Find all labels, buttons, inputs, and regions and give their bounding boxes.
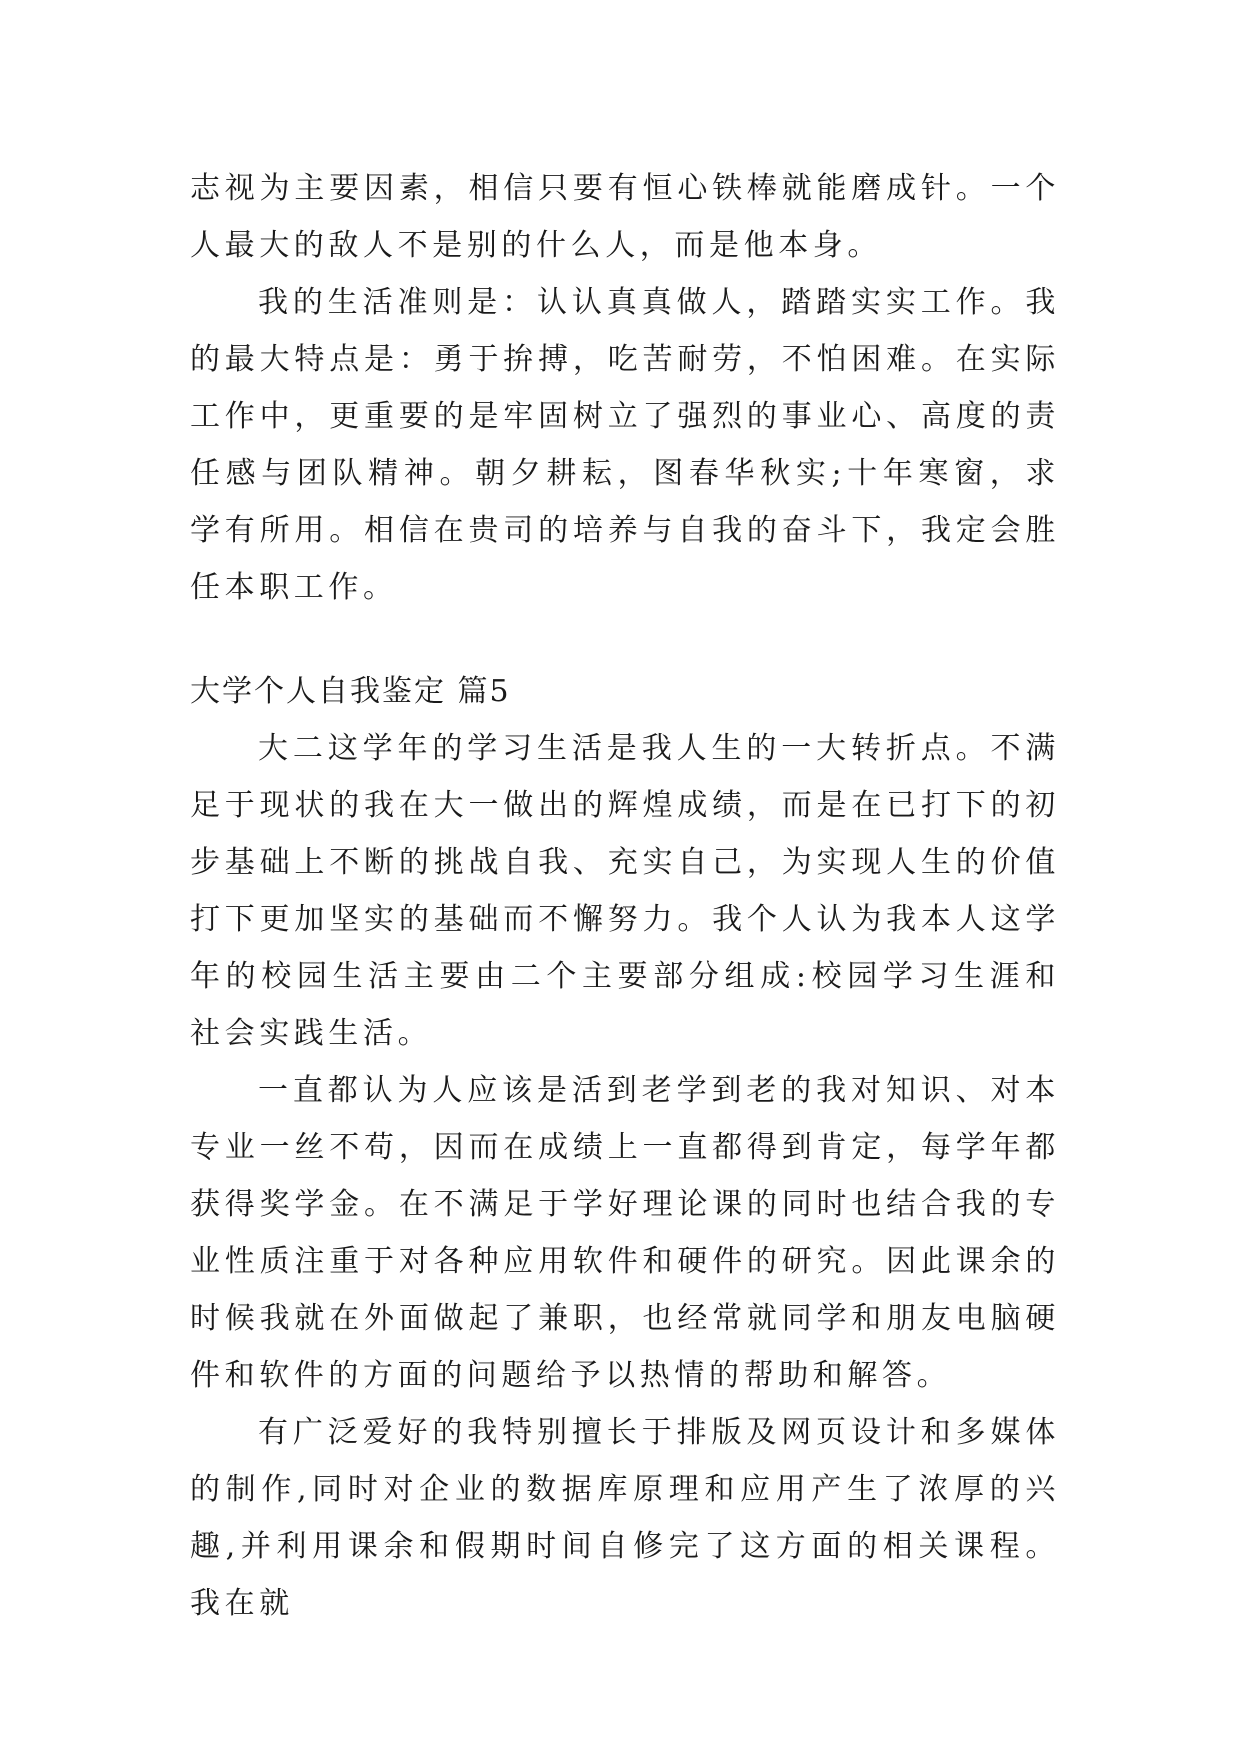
paragraph-continued: 志视为主要因素，相信只要有恒心铁棒就能磨成针。一个人最大的敌人不是别的什么人，而是他本身。 [190,171,1060,263]
paragraph-hobbies: 有广泛爱好的我特别擅长于排版及网页设计和多媒体的制作,同时对企业的数据库原理和应用产生了浓厚的兴趣,并利用课余和假期时间自修完了这方面的相关课程。我在就 [190,1415,1060,1621]
paragraph-lifelong-learning: 一直都认为人应该是活到老学到老的我对知识、对本专业一丝不苟，因而在成绩上一直都得到肯定，每学年都获得奖学金。在不满足于学好理论课的同时也结合我的专业性质注重于对各种应用软件和硬件的研究。因此课余的时候我就在外面做起了兼职，也经常就同学和朋友电脑硬件和软件的方面的问题给予以热情的帮助和解答。 [190,1073,1060,1393]
section-spacer [190,616,1060,663]
section-heading: 大学个人自我鉴定 篇5 [190,674,511,709]
paragraph-sophomore-year: 大二这学年的学习生活是我人生的一大转折点。不满足于现状的我在大一做出的辉煌成绩，而是在已打下的初步基础上不断的挑战自我、充实自己，为实现人生的价值打下更加坚实的基础而不懈努力。我个人认为我本人这学年的校园生活主要由二个主要部分组成:校园学习生涯和社会实践生活。 [190,731,1060,1051]
paragraph-life-principles: 我的生活准则是：认认真真做人，踏踏实实工作。我的最大特点是：勇于拚搏，吃苦耐劳，不怕困难。在实际工作中，更重要的是牢固树立了强烈的事业心、高度的责任感与团队精神。朝夕耕耘，图春华秋实;十年寒窗，求学有所用。相信在贵司的培养与自我的奋斗下，我定会胜任本职工作。 [190,285,1060,605]
document-page [190,160,1060,1632]
